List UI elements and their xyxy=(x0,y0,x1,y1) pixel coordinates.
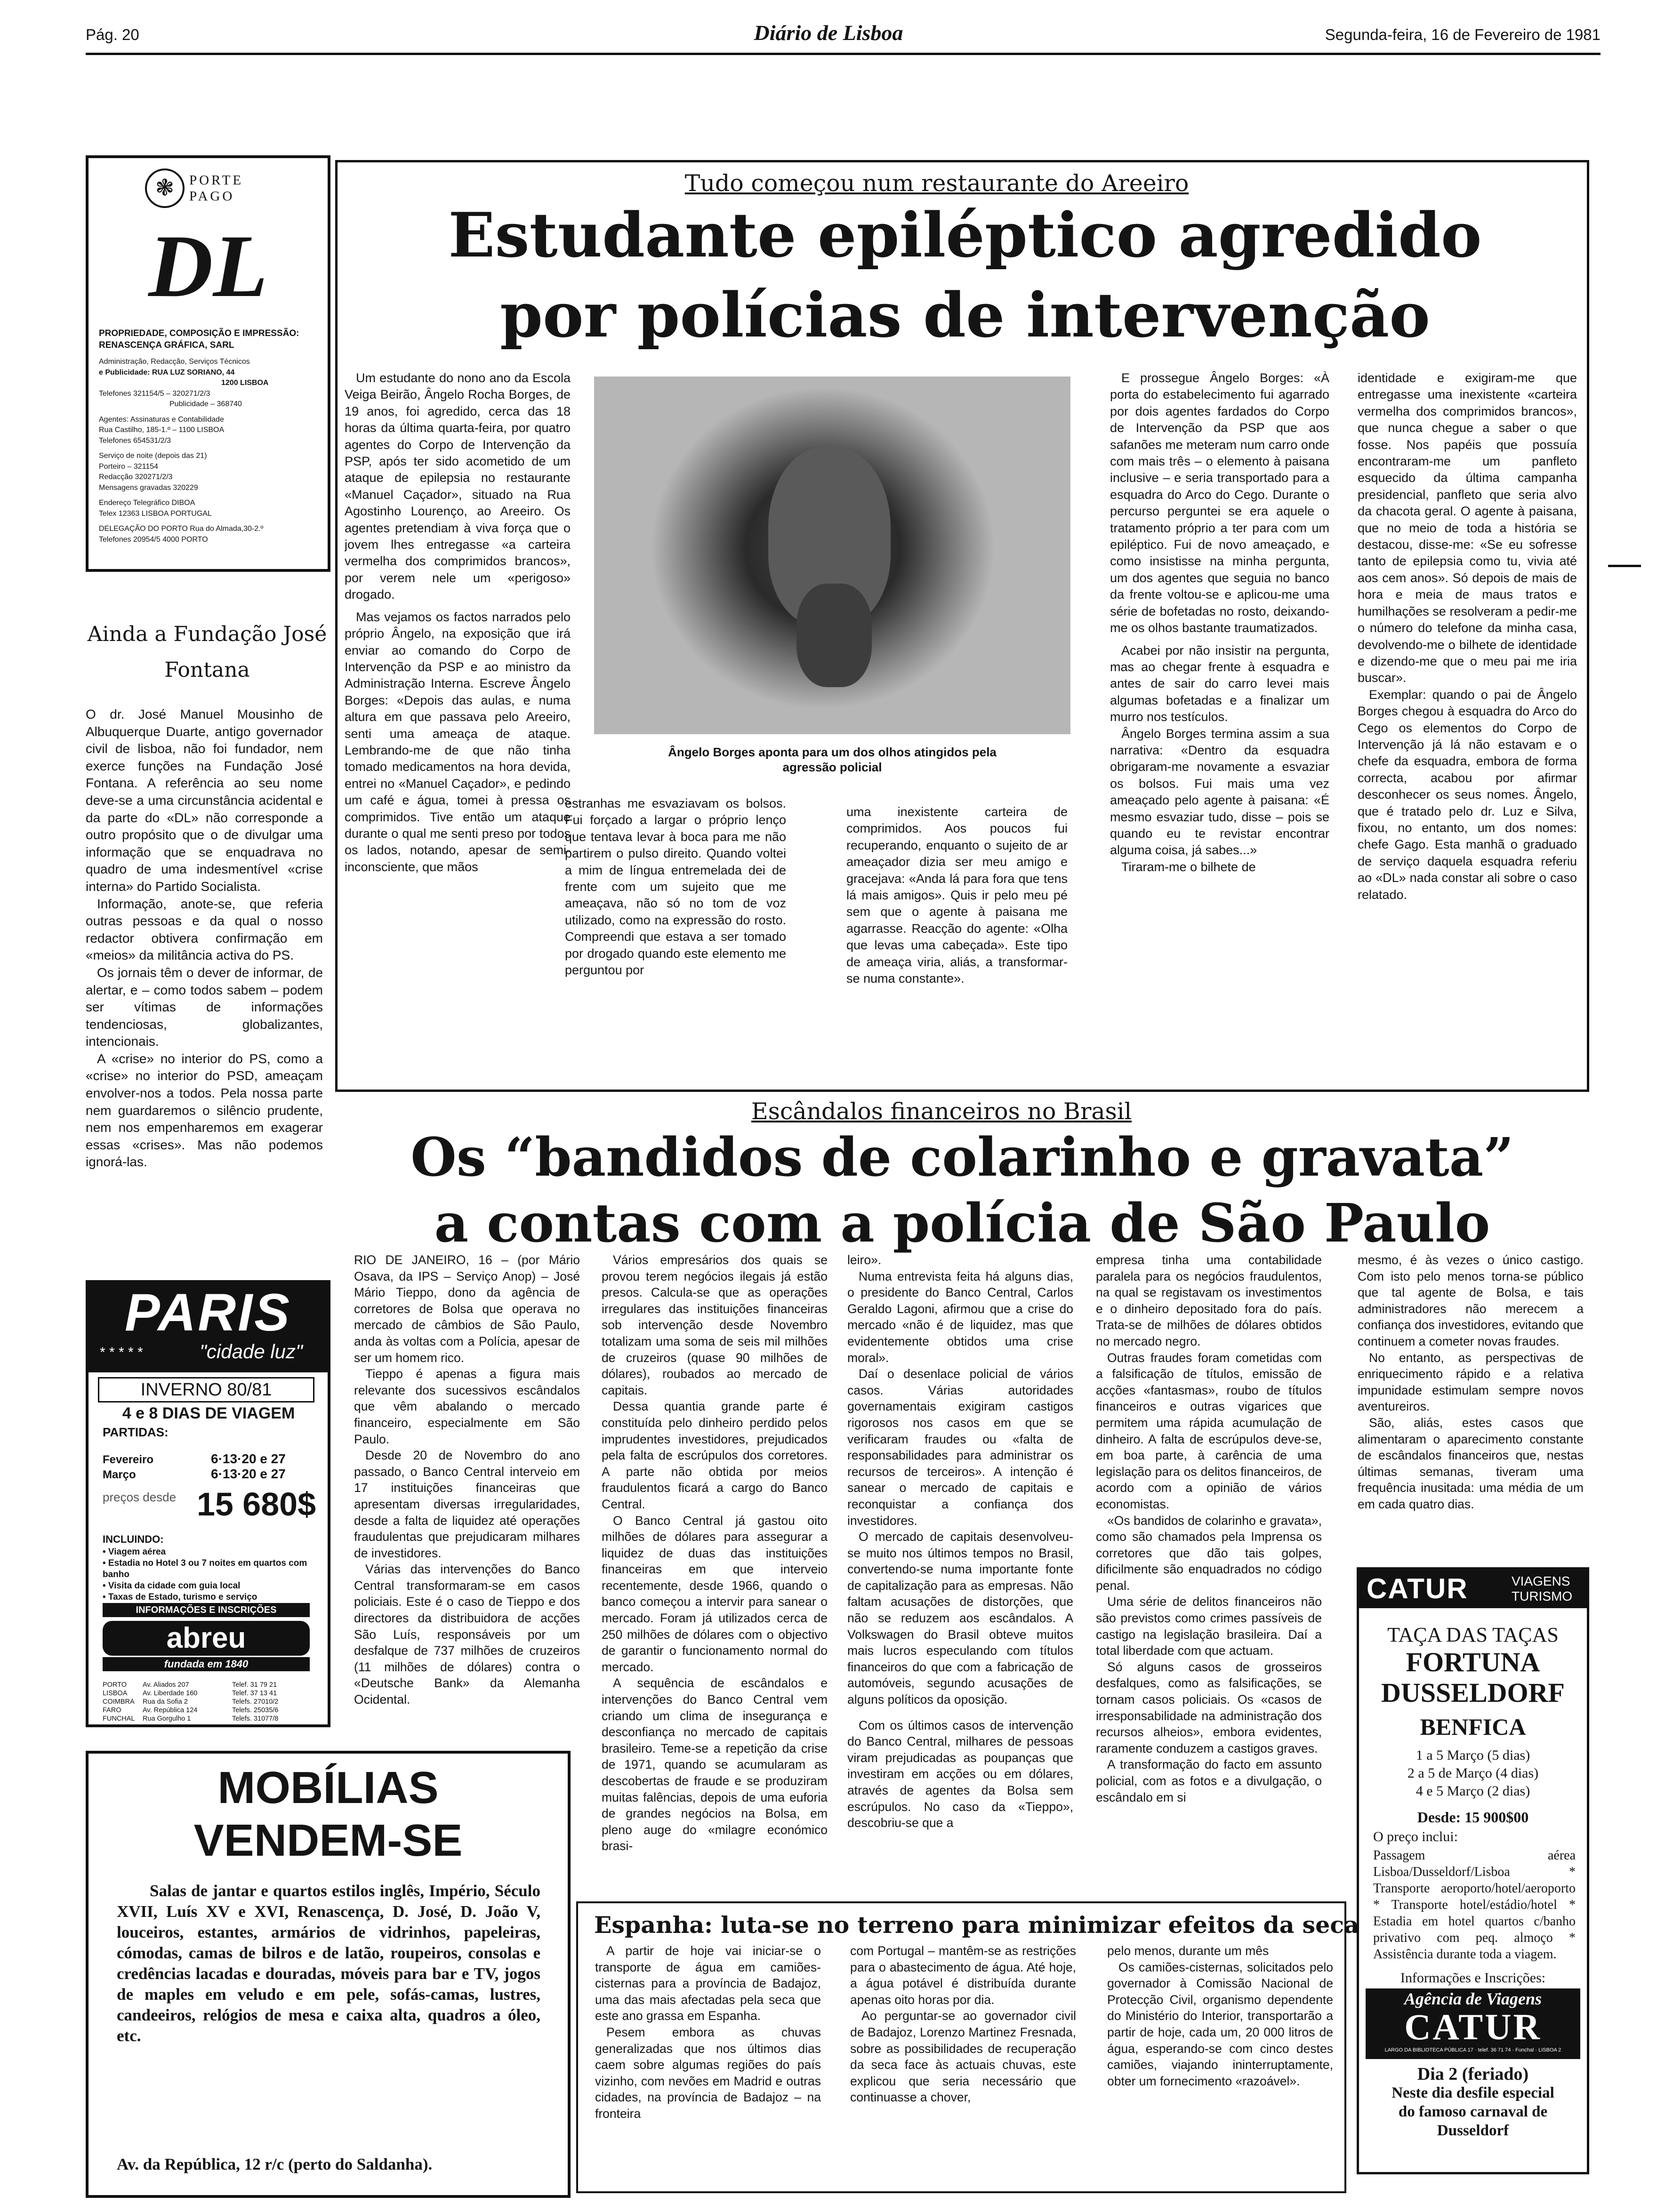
article2-col2 xyxy=(602,1252,828,1864)
paragraph: A transformação do facto em assunto policial, com as fotos e a divulgação, o escândalo em si xyxy=(1096,1757,1322,1804)
contact-line: Rua Castilho, 185-1.º – 1100 LISBOA xyxy=(99,426,225,434)
paragraph: identidade e exigiram-me que entregasse uma inexistente «carteira vermelha dos comprimidos brancos», que nunca chegue a saber o que fosse. Nos papéis que possuía encontraram-me um panfleto esquecido da última campanha presidencial, panfleto que seria alvo da chacota geral. O agente à paisana, que no meio de toda a história se destacou, disse-me: «Se eu sofresse tanto de epilepsia como tu, vivia até aos cem anos». Só depois de mais de hora e meia de maus tratos e humilhações se resolveram a pedir-me o número do telefone da minha casa, devolvendo-me o bilhete de identidade e dizendo-me que o meu pai me iria buscar». xyxy=(1358,371,1577,685)
paragraph: O Banco Central já gastou oito milhões de dólares para assegurar a liquidez de duas das instituições financeiras em que interveio recentemente, desde 1966, quando o banco começou a intervir para sanear o mercado. Foram já utilizados cerca de 250 milhões de dólares com o objectivo de garantir o funcionamento normal do mercado. xyxy=(602,1513,828,1674)
paragraph: uma inexistente carteira de comprimidos. Aos poucos fui recuperando, enquanto o sujeito de ar ameaçador dizia ser meu amigo e gracejava: «Anda lá para fora que tens lá mais amigos». Quis ir pelo meu pé sem que o agente à paisana me agarrasse. Reacção do agente: «Olha que levas uma cabeçada». Este tipo de ameaça viria, aliás, a transformar-se numa constante». xyxy=(846,805,1068,986)
masthead-title: Diário de Lisboa xyxy=(754,21,903,45)
catur-header xyxy=(1359,1570,1587,1608)
paragraph: A sequência de escândalos e intervenções do Banco Central vem criando um clima de insegurança e desconfiança no mercado de capitais brasileiro. Teme-se a repetição da crise de 1971, quando se acumularam as descobertas de fraude e se produziram muitas falências, depois de uma euforia de grandes negócios na Bolsa, em pleno auge do «milagre económico brasi- xyxy=(602,1676,828,1853)
paris-mar-dates: 6·13·20 e 27 xyxy=(211,1467,286,1481)
paragraph: Ângelo Borges termina assim a sua narrativa: «Dentro da esquadra obrigaram-me novamente a esvaziar os bolsos. Fui mais uma vez ameaçado pelo agente à paisana: «É mesmo esvaziar tudo, disse – pois se quando eu te revistar encontrar alguma coisa, já sabes...» xyxy=(1110,726,1329,858)
article1-col3 xyxy=(846,804,1068,1086)
contact-line: Telex 12363 LISBOA PORTUGAL xyxy=(99,509,212,518)
mobilias-body: Salas de jantar e quartos estilos inglês, Império, Século XVII, Luís XV e XVI, Renascença, D. José, D. João V, louceiros, estantes, armários de vidrinhos, papeleiras, cómodas, camas de bilros e de latão, roupeiros, consolas e credências lacadas e douradas, móveis para bar e TV, jogos de maples em veludo e em pele, sofás-camas, lustres, candeeiros, relógios de mesa e caixa alta, quadros a óleo, etc. xyxy=(117,1882,540,2045)
office-row xyxy=(103,1698,319,1706)
article2-col3 xyxy=(847,1252,1073,1864)
paris-subtitle: "cidade luz" xyxy=(200,1340,303,1362)
paragraph: «Os bandidos de colarinho e gravata», como são chamados pela Imprensa os corretores que dão tais golpes, dificilmente são enquadrados no código penal. xyxy=(1096,1513,1322,1593)
article1-col2 xyxy=(565,795,786,1087)
catur-footer-line: Neste dia desfile especial xyxy=(1392,2084,1554,2101)
contact-line: Porteiro – 321154 xyxy=(99,462,159,471)
catur-agency-address: LARGO DA BIBLIOTECA PÚBLICA 17 · telef. 36 71 74 · Funchal · LISBOA 2 xyxy=(1384,2047,1561,2053)
paragraph: Com os últimos casos de intervenção do Banco Central, milhares de pessoas viram prejudicadas as poupanças que investiram em acções ou em dólares, através de agentes da Bolsa sem escrúpulos. No caso da «Tieppo», descobriu-se que a xyxy=(847,1718,1073,1830)
catur-title-1: TAÇA DAS TAÇAS xyxy=(1387,1623,1559,1646)
paragraph: Dessa quantia grande parte é constituída pelo dinheiro perdido pelos imprudentes investidores, prejudicados pela falta de escrúpulos dos corretores. A parte não obtida por meios fraudulentos ficará a cargo do Banco Central. xyxy=(602,1399,828,1511)
abreu-founded: fundada em 1840 xyxy=(103,1657,310,1671)
paragraph: Só alguns casos de grosseiros desfalques, como as falsificações, se tornam casos policiais. Os «casos de irresponsabilidade na administração dos recursos alheios», embora evidentes, raramente conduzem a castigos graves. xyxy=(1096,1659,1322,1755)
catur-title-2: FORTUNA xyxy=(1406,1647,1540,1677)
catur-footer xyxy=(1359,2065,1587,2140)
catur-dates xyxy=(1359,1747,1587,1800)
article1-col1 xyxy=(345,370,571,1090)
masthead-contacts xyxy=(99,357,315,545)
catur-date: 4 e 5 Março (2 dias) xyxy=(1416,1783,1530,1799)
article3-col2 xyxy=(850,1943,1076,2188)
contact-line: 1200 LISBOA xyxy=(221,379,269,387)
paris-header xyxy=(88,1283,328,1372)
article3-col3 xyxy=(1107,1943,1333,2188)
contact-line: Publicidade – 368740 xyxy=(169,400,242,408)
office-row xyxy=(103,1715,319,1723)
paragraph: Vários empresários dos quais se provou terem negócios ilegais já estão presos. Calcula-se que as operações irregulares das instituições financeiras sob intervenção desde Novembro totalizam uma soma de seis mil milhões de cruzeiros (quase 90 milhões de dólares), roubados ao mercado de capitais. xyxy=(602,1253,828,1397)
article1-col4 xyxy=(1110,370,1329,1090)
article2-col5 xyxy=(1358,1252,1584,1558)
paris-mar-label: Março xyxy=(103,1468,136,1481)
office-row xyxy=(103,1689,319,1698)
office-phone: Telef. 37 13 41 xyxy=(232,1690,277,1697)
article3-headline: Espanha: luta-se no terreno para minimizar efeitos da seca xyxy=(594,1911,1359,1939)
catur-tag-2: TURISMO xyxy=(1512,1589,1573,1603)
paragraph: São, aliás, estes casos que alimentaram o aparecimento constante de escândalos financeiros que, nestas últimas semanas, tiveram uma frequência inusitada: uma média de um em cada quatro dias. xyxy=(1358,1415,1584,1511)
paris-feb-label: Fevereiro xyxy=(103,1453,154,1466)
catur-includes-label: O preço inclui: xyxy=(1373,1829,1458,1844)
catur-date: 2 a 5 de Março (4 dias) xyxy=(1407,1765,1539,1781)
office-city: FUNCHAL xyxy=(103,1715,135,1723)
paragraph: empresa tinha uma contabilidade paralela para os negócios fraudulentos, na qual se registavam os investimentos e o dinheiro depositado fora do país. Trata-se de milhões de dólares obtidos no mercado negro. xyxy=(1096,1253,1322,1348)
article1-col5 xyxy=(1358,370,1577,1090)
article1-photo xyxy=(594,377,1070,734)
margin-mark xyxy=(1608,565,1641,567)
contact-line: DELEGAÇÃO DO PORTO Rua do Almada,30-2.º xyxy=(99,525,264,533)
abreu-offices xyxy=(103,1681,319,1723)
catur-footer-line: Dia 2 (feriado) xyxy=(1417,2064,1529,2084)
include-item: • Taxas de Estado, turismo e serviço xyxy=(103,1592,257,1602)
paragraph: Uma série de delitos financeiros não são previstos como crimes passíveis de castigo na legislação brasileira. Daí a total liberdade com que actuam. xyxy=(1096,1595,1322,1658)
office-address: Rua Gorgulho 1 xyxy=(143,1715,191,1723)
paragraph: A partir de hoje vai iniciar-se o transporte de água em camiões-cisternas para a província de Badajoz, uma das mais afectadas pela seca que este ano grassa em Espanha. xyxy=(595,1944,821,2023)
photo-hand xyxy=(796,584,872,687)
office-row xyxy=(103,1706,319,1715)
office-address: Av. Aliados 207 xyxy=(143,1681,189,1689)
catur-footer-line: do famoso carnaval de xyxy=(1398,2103,1548,2120)
article1-headline-2: por polícias de intervenção xyxy=(500,279,1430,351)
paris-includes xyxy=(103,1547,310,1603)
contact-line: Mensagens gravadas 320229 xyxy=(99,483,198,492)
contact-line: Agentes: Assinaturas e Contabilidade xyxy=(99,415,224,424)
office-address: Av. Liberdade 160 xyxy=(143,1690,198,1697)
paragraph: Daí o desenlace policial de vários casos. Várias autoridades governamentais exigiram castigos rigorosos nos casos em que se verificaram fraudes ou «falta de responsabilidades para administrar os recursos de terceiros». A intenção é sanear o mercado de capitais e reconquistar a confiança dos investidores. xyxy=(847,1367,1073,1528)
paragraph: leiro». xyxy=(847,1253,882,1267)
article1-kicker: Tudo começou num restaurante do Areeiro xyxy=(684,170,1189,197)
ownership-line: PROPRIEDADE, COMPOSIÇÃO E IMPRESSÃO: RENASCENÇA GRÁFICA, SARL xyxy=(99,329,299,350)
contact-line: Telefones 20954/5 4000 PORTO xyxy=(99,535,208,544)
office-phone: Telefs. 31077/8 xyxy=(232,1715,279,1723)
paragraph: mesmo, é às vezes o único castigo. Com isto pelo menos torna-se público que tal agente de Bolsa, e tais administradores não merecem a confiança dos investidores, evitando que continuem a cometer novas fraudes. xyxy=(1358,1253,1584,1348)
paris-stars: * * * * * xyxy=(100,1345,143,1360)
catur-tag-1: VIAGENS xyxy=(1512,1574,1570,1588)
catur-title-3: DUSSELDORF xyxy=(1381,1677,1565,1708)
office-city: FARO xyxy=(103,1707,121,1714)
article2-headline-1: Os “bandidos de colarinho e gravata” xyxy=(410,1127,1514,1188)
contact-line: e Publicidade: RUA LUZ SORIANO, 44 xyxy=(99,368,235,377)
include-item: • Visita da cidade com guia local xyxy=(103,1581,241,1591)
masthead-box xyxy=(86,155,330,572)
contact-line: Telefones 654531/2/3 xyxy=(99,436,171,445)
include-item: • Viagem aérea xyxy=(103,1547,166,1557)
paragraph: Acabei por não insistir na pergunta, mas ao chegar frente à esquadra e antes de sair do carro levei mais algumas bofetadas e a finalizar um murro nos testículos. xyxy=(1110,643,1329,724)
paragraph: Os camiões-cisternas, solicitados pelo governador à Comissão Nacional de Protecção Civil, organismo dependente do Ministério do Interior, transportarão a partir de hoje, cada um, 20 000 litros de água, esperando-se com cinco destes camiões, viajando ininterruptamente, obter um fornecimento «razoável». xyxy=(1107,1960,1333,2088)
paragraph: Tieppo é apenas a figura mais relevante dos sucessivos escândalos que vêm abalando o mercado financeiro, especialmente em São Paulo. xyxy=(354,1367,580,1446)
catur-footer-line: Dusseldorf xyxy=(1437,2122,1509,2139)
page-number: Pág. 20 xyxy=(86,26,139,43)
page-date: Segunda-feira, 16 de Fevereiro de 1981 xyxy=(1325,26,1601,43)
office-phone: Telef. 31 79 21 xyxy=(232,1681,277,1689)
include-item: • Estadia no Hotel 3 ou 7 noites em quartos com banho xyxy=(103,1558,307,1579)
mobilias-address: Av. da República, 12 r/c (perto do Saldanha). xyxy=(117,2155,433,2173)
paris-feb-dates: 6·13·20 e 27 xyxy=(211,1451,286,1466)
article2-headline-2: a contas com a polícia de São Paulo xyxy=(434,1193,1490,1254)
paris-season: INVERNO 80/81 xyxy=(98,1377,314,1403)
paris-title: PARIS xyxy=(125,1283,291,1342)
paragraph: O mercado de capitais desenvolveu-se muito nos últimos tempos no Brasil, convertendo-se numa importante fonte de capitalização para as empresas. Não faltam acusações de distorções, que não se reduzem aos escândalos. A Volkswagen do Brasil obteve muitos mais lucros especulando com títulos financeiros do que com a fabricação de automóveis, segundo acusações de alguns políticos da oposição. xyxy=(847,1530,1073,1707)
fontana-body xyxy=(86,706,323,1224)
paragraph: Outras fraudes foram cometidas com a falsificação de títulos, emissão de acções «fantasmas», roubo de títulos financeiros e outras vigarices que permitem uma rápida acumulação de dinheiro. A falta de escrúpulos deve-se, em boa parte, à carência de uma legislação para os delitos financeiros, de acordo com a opinião de vários economistas. xyxy=(1096,1350,1322,1511)
catur-includes: Passagem aérea Lisboa/Dusseldorf/Lisboa * Transporte aeroporto/hotel/aeroporto * Transporte hotel/estádio/hotel * Estadia em hotel quartos c/banho privativo com peq. almoço * Assistência durante toda a viagem. xyxy=(1373,1848,1576,1962)
catur-price: Desde: 15 900$00 xyxy=(1417,1809,1529,1826)
paragraph: No entanto, as perspectivas de enriquecimento rápido e a relativa impunidade estimulam sempre novos aventureiros. xyxy=(1358,1350,1584,1414)
mobilias-ad xyxy=(86,1751,571,2198)
abreu-logo: abreu xyxy=(103,1621,310,1656)
paragraph: A «crise» no interior do PS, como a «crise» no interior do PSD, ameaçam envolver-nos a todos. Pela nossa parte nem guardaremos o silêncio prudente, nem nos empenharemos em exagerar essas «crises». Mas não podemos ignorá-las. xyxy=(86,1051,323,1170)
catur-logo: CATUR xyxy=(1367,1573,1468,1604)
paris-incluindo: INCLUINDO: xyxy=(103,1533,164,1545)
article2-col4 xyxy=(1096,1252,1322,1864)
paris-days: 4 e 8 DIAS DE VIAGEM xyxy=(122,1404,295,1422)
catur-info: Informações e Inscrições: xyxy=(1400,1970,1546,1986)
office-city: LISBOA xyxy=(103,1690,128,1697)
paragraph: Os jornais têm o dever de informar, de alertar, e – como todos sabem – podem ser vítimas de informações tendenciosas, globalizantes, intencionais. xyxy=(86,965,323,1049)
paris-partidas: PARTIDAS: xyxy=(103,1425,169,1439)
paragraph: estranhas me esvaziavam os bolsos. Fui forçado a largar o próprio lenço que tentava levar à boca para me não partirem o pulso direito. Quando voltei a mim de língua entremelada dei de frente com um sujeito que me ameaçava, não só no tom de voz utilizado, como na expressão do rosto. Compreendi que estava a ser tomado por drogado quando este elemento me perguntou por xyxy=(565,796,786,978)
paragraph: pelo menos, durante um mês xyxy=(1107,1944,1269,1958)
catur-ad xyxy=(1357,1567,1589,2174)
article1-headline-1: Estudante epiléptico agredido xyxy=(448,199,1482,271)
mobilias-title-1: MOBÍLIAS xyxy=(217,1763,439,1813)
article3-col1 xyxy=(595,1943,821,2188)
catur-date: 1 a 5 Março (5 dias) xyxy=(1416,1747,1530,1763)
contact-line: Telefones 321154/5 – 320271/2/3 xyxy=(99,389,210,398)
contact-line: Administração, Redacção, Serviços Técnicos xyxy=(99,358,250,366)
office-address: Rua da Sofia 2 xyxy=(143,1698,188,1706)
paragraph: Mas vejamos os factos narrados pelo próprio Ângelo, na exposição que irá enviar ao comando do Corpo de Intervenção da PSP e ao ministro da Administração Interna. Escreve Ângelo Borges: «Depois das aulas, e numa altura em que passava pelo Areeiro, senti uma ameaça de ataque. Lembrando-me de que não tinha tomado medicamentos na hora devida, entrei no «Manuel Caçador», e pedindo um café e água, tomei à pressa os comprimidos. Tive então um ataque durante o qual me senti preso por todos os lados, notando, apesar de semi-inconsciente, que mãos xyxy=(345,609,571,874)
paris-ad xyxy=(86,1280,330,1727)
header-rule xyxy=(86,53,1601,55)
contact-line: Serviço de noite (depois das 21) xyxy=(99,452,207,460)
mobilias-title-2: VENDEM-SE xyxy=(193,1815,463,1866)
paragraph: Pesem embora as chuvas generalizadas que nos últimos dias caem sobre algumas regiões do país vizinho, com nevões em Madrid e outras cidades, na província de Badajoz – na fronteira xyxy=(595,2025,821,2121)
paragraph: Ao perguntar-se ao governador civil de Badajoz, Lorenzo Martinez Fresnada, sobre as possibilidades de recuperação da seca face às actuais chuvas, este explicou que seria necessário que continuasse a chover, xyxy=(850,2009,1076,2105)
office-row xyxy=(103,1681,319,1689)
article1-photo-caption: Ângelo Borges aponta para um dos olhos atingidos pela agressão policial xyxy=(668,745,997,774)
office-city: COIMBRA xyxy=(103,1698,135,1706)
paragraph: Informação, anote-se, que referia outras pessoas e da qual o nosso redactor obtivera confirmação em «meios» da militância activa do PS. xyxy=(86,896,323,963)
office-address: Av. República 124 xyxy=(143,1707,198,1714)
paragraph: com Portugal – mantêm-se as restrições para o abastecimento de água. Até hoje, a água potável é distribuída durante apenas oito horas por dia. xyxy=(850,1944,1076,2007)
paragraph: O dr. José Manuel Mousinho de Albuquerque Duarte, antigo governador civil de lisboa, não foi fundador, nem exerce funções na Fundação José Fontana. A referência ao seu nome deve-se a uma circunstância acidental e da parte do «DL» não corresponde a outro propósito que o de divulgar uma informação que se enquadrava no quadro de uma indesmentível «crise interna» do Partido Socialista. xyxy=(86,707,323,894)
paragraph: Um estudante do nono ano da Escola Veiga Beirão, Ângelo Rocha Borges, de 19 anos, foi agredido, cerca das 18 horas da última quarta-feira, por quatro agentes do Corpo de Intervenção da PSP, após ter sido acometido de um ataque de epilepsia no restaurante «Manuel Caçador», situado na Rua Agostinho Lourenço, ao Areeiro. Os agentes pretendiam à viva força que o jovem lhes entregasse «a carteira vermelha dos comprimidos brancos», por verem nele um «perigoso» drogado. xyxy=(345,371,571,602)
office-phone: Telefs. 27010/2 xyxy=(232,1698,279,1706)
paris-price-label: preços desde xyxy=(103,1490,177,1504)
paragraph: E prossegue Ângelo Borges: «À porta do estabelecimento fui agarrado por dois agentes fardados do Corpo de Intervenção da PSP que aos safanões me meteram num carro onde com mais três – o elemento à paisana inclusive – e seria transportado para a esquadra do Arco do Cego. Durante o percurso perguntei se era aquele o tratamento próprio a ter para com um epiléptico. Fui de novo ameaçado, e como insistisse na minha pergunta, um dos agentes que seguia no banco da frente voltou-se e aplicou-me uma série de bofetadas no rosto, deixando-me os olhos bastante traumatizados. xyxy=(1110,371,1329,635)
catur-agency-block xyxy=(1366,1988,1580,2059)
paragraph: Exemplar: quando o pai de Ângelo Borges chegou à esquadra do Arco do Cego os elementos do Corpo de Intervenção já lá não estavam e o chefe da esquadra, embora de forma correcta, acabou por afirmar desconhecer os seus nomes. Ângelo, que é tratado pelo dr. Luz e Silva, fixou, no entanto, um dos nomes: chefe Gago. Esta manhã o graduado de serviço daquela esquadra referiu ao «DL» nada constar ali sobre o caso relatado. xyxy=(1358,687,1577,902)
article2-kicker: Escândalos financeiros no Brasil xyxy=(751,1098,1132,1125)
catur-agency-name: CATUR xyxy=(1404,2006,1542,2047)
paragraph: Várias das intervenções do Banco Central transformaram-se em casos policiais. Este é o caso de Tieppo e dos directores da distribuidora de acções São Luís, responsáveis por um desfalque de 737 milhões de cruzeiros (11 milhões de dólares) contra o «Deutsche Bank» da Alemanha Ocidental. xyxy=(354,1562,580,1707)
paris-info-bar: INFORMAÇÕES E INSCRIÇÕES xyxy=(103,1603,310,1617)
paragraph: Desde 20 de Novembro do ano passado, o Banco Central interveio em 17 instituições financeiras que apresentam diversas irregularidades, desde a falta de liquidez até operações fraudulentas que prejudicaram milhares de investidores. xyxy=(354,1448,580,1560)
dl-logo: DL xyxy=(148,217,268,316)
catur-title-4: BENFICA xyxy=(1420,1714,1526,1740)
paris-price: 15 680$ xyxy=(197,1486,316,1523)
paragraph: RIO DE JANEIRO, 16 – (por Mário Osava, da IPS – Serviço Anop) – José Mário Tieppo, dono da agência de corretores de Bolsa que operava no mercado de câmbios de São Paulo, anda às voltas com a Polícia, apesar de ser um homem rico. xyxy=(354,1253,580,1365)
contact-line: Endereço Telegráfico DIBOA xyxy=(99,499,195,507)
office-phone: Telefs. 25035/6 xyxy=(232,1707,279,1714)
catur-agency-script: Agência de Viagens xyxy=(1404,1989,1542,2008)
seal-icon: ❃ xyxy=(145,168,185,208)
paragraph: Tiraram-me o bilhete de xyxy=(1121,859,1256,874)
fontana-title: Ainda a Fundação José Fontana xyxy=(87,622,327,682)
paragraph: Numa entrevista feita há alguns dias, o presidente do Banco Central, Carlos Geraldo Lagoni, afirmou que a crise do mercado «não é de liquidez, mas que evidentemente obtidos uma crise moral». xyxy=(847,1269,1073,1365)
contact-line: Redacção 320271/2/3 xyxy=(99,473,173,481)
office-city: PORTO xyxy=(103,1681,127,1689)
porte-pago-label: PORTE PAGO xyxy=(189,173,244,204)
